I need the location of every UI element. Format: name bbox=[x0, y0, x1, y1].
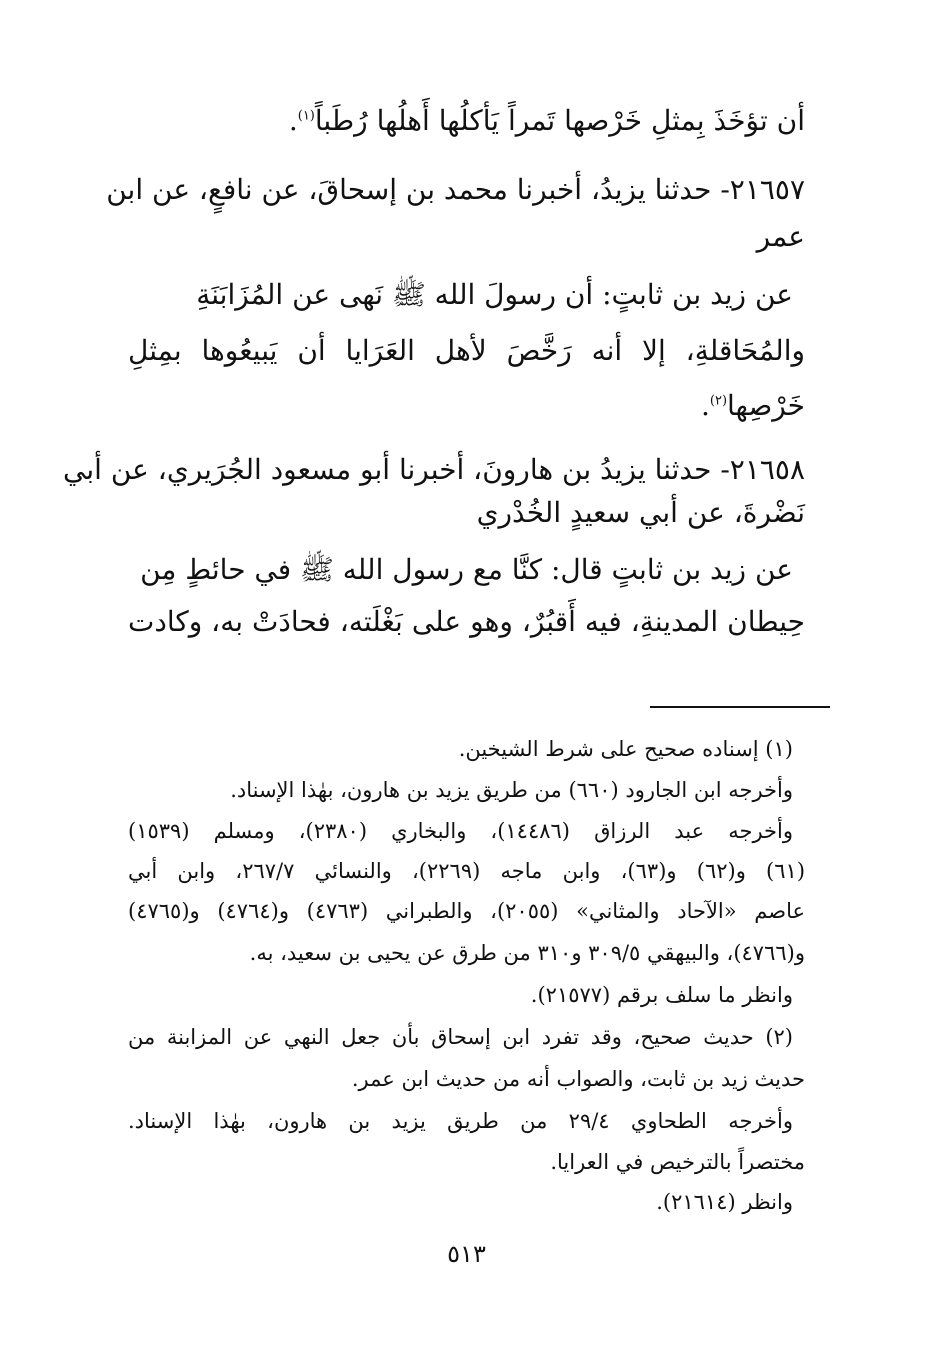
punctuation: . bbox=[288, 104, 298, 137]
footnote-line: و(٤٧٦٦)، والبيهقي ٣٠٩/٥ و٣١٠ من طرق عن يحيى بن سعيد، به. bbox=[249, 941, 805, 965]
text-fragment: خَرْصِها bbox=[727, 389, 805, 422]
text-fragment: أن تؤخَذَ بِمثلِ خَرْصها تَمراً يَأكلُها أَهلُها رُطَباً bbox=[314, 104, 805, 137]
footnote-line: حديث زيد بن ثابت، والصواب أنه من حديث ابن عمر. bbox=[351, 1067, 805, 1091]
footnote-line: عاصم «الآحاد والمثاني» (٢٠٥٥)، والطبراني (٤٧٦٣) و(٤٧٦٤) و(٤٧٦٥) bbox=[128, 899, 805, 923]
footnote-line: مختصراً بالترخيص في العرايا. bbox=[550, 1150, 805, 1174]
footnote-line: وانظر ما سلف برقم (٢١٥٧٧). bbox=[530, 983, 793, 1007]
footnote-ref: (٢) bbox=[709, 393, 728, 409]
footnote-line: وانظر (٢١٦١٤). bbox=[656, 1190, 793, 1214]
hadith-21657-matn-end bbox=[128, 389, 805, 423]
footnote-ref: (١) bbox=[297, 108, 315, 124]
hadith-21658-matn-cont: حِيطان المدينةِ، فيه أَقبُرٌ، وهو على بَغْلَته، فحادَتْ به، وكادت bbox=[128, 605, 805, 638]
text-fragment: عن زيد بن ثابتٍ: أن رسولَ الله ﷺ نَهى عن المُزَابَنَةِ bbox=[196, 278, 793, 311]
footnote-line: وأخرجه الطحاوي ٢٩/٤ من طريق يزيد بن هارون، بهٰذا الإسناد. bbox=[128, 1109, 793, 1133]
hadith-21657-isnad-cont: عمر bbox=[756, 220, 805, 253]
hadith-21657-matn-cont: والمُحَاقلةِ، إلا أنه رَخَّصَ لأهل العَرَايا أن يَبيعُوها بمِثلِ bbox=[128, 334, 805, 367]
hadith-21657-isnad: ٢١٦٥٧- حدثنا يزيدُ، أخبرنا محمد بن إسحاقَ، عن نافعٍ، عن ابن bbox=[106, 173, 805, 206]
page-number: ٥١٣ bbox=[447, 1240, 486, 1268]
hadith-21658-isnad: ٢١٦٥٨- حدثنا يزيدُ بن هارونَ، أخبرنا أبو مسعود الجُرَيري، عن أبي bbox=[63, 453, 805, 486]
text-line bbox=[128, 104, 805, 138]
footnote-separator bbox=[650, 706, 830, 708]
hadith-21658-matn: عن زيد بن ثابتٍ قال: كنَّا مع رسول الله ﷺ في حائطٍ مِن bbox=[140, 553, 793, 586]
footnote-line: وأخرجه ابن الجارود (٦٦٠) من طريق يزيد بن هارون، بهٰذا الإسناد. bbox=[230, 778, 793, 802]
footnote-line: (٦١) و(٦٢) و(٦٣)، وابن ماجه (٢٢٦٩)، والنسائي ٢٦٧/٧، وابن أبي bbox=[128, 859, 806, 883]
footnote-line: (١) إسناده صحيح على شرط الشيخين. bbox=[458, 737, 793, 761]
footnote-line: وأخرجه عبد الرزاق (١٤٤٨٦)، والبخاري (٢٣٨٠)، ومسلم (١٥٣٩) bbox=[128, 819, 793, 843]
footnote-line: (٢) حديث صحيح، وقد تفرد ابن إسحاق بأن جعل النهي عن المزابنة من bbox=[128, 1025, 793, 1049]
punctuation: . bbox=[700, 389, 710, 422]
hadith-21657-matn bbox=[128, 278, 793, 312]
hadith-21658-isnad-cont: نَضْرةَ، عن أبي سعيدٍ الخُدْري bbox=[476, 496, 805, 529]
